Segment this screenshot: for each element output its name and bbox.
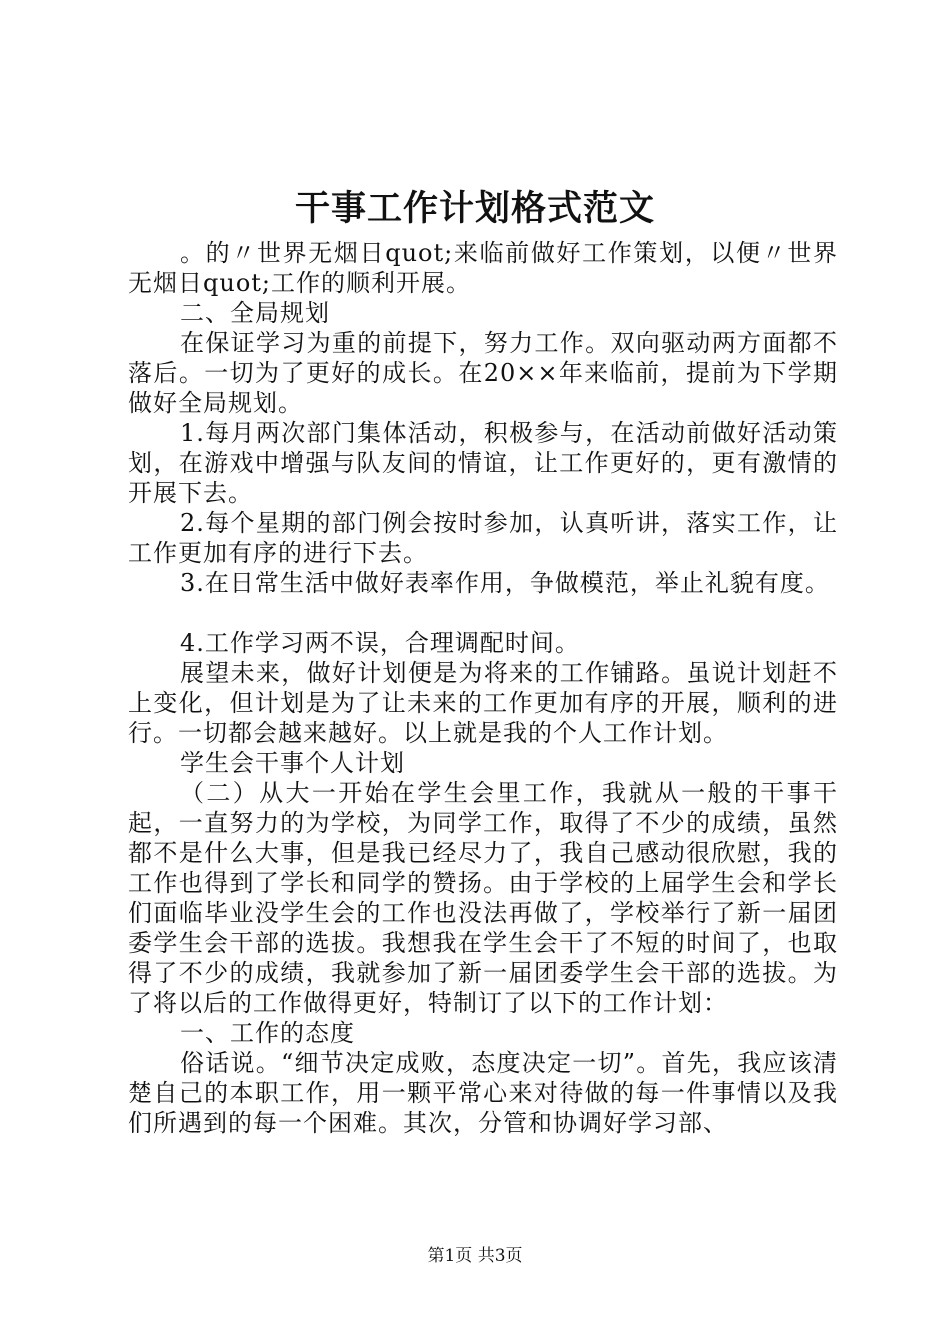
section-heading-attitude: 一、工作的态度 xyxy=(180,1019,355,1047)
list-item-1: 1.每月两次部门集体活动，积极参与，在活动前做好活动策划，在游戏中增强与队友间的情谊，让工作更好的，更有激情的开展下去。 xyxy=(128,419,838,507)
paragraph-spacer xyxy=(128,598,838,628)
paragraph-attitude: 俗话说。“细节决定成败，态度决定一切”。首先，我应该清楚自己的本职工作，用一颗平常心来对待做的每一件事情以及我们所遇到的每一个困难。其次，分管和协调好学习部、 xyxy=(128,1049,838,1137)
paragraph-intro: 。的〃世界无烟日quot;来临前做好工作策划，以便〃世界无烟日quot;工作的顺利开展。 xyxy=(128,239,838,297)
list-item-2: 2.每个星期的部门例会按时参加，认真听讲，落实工作，让工作更加有序的进行下去。 xyxy=(128,509,838,567)
list-item-4: 4.工作学习两不误，合理调配时间。 xyxy=(180,629,580,657)
paragraph-background: （二）从大一开始在学生会里工作，我就从一般的干事干起，一直努力的为学校，为同学工作，取得了不少的成绩，虽然都不是什么大事，但是我已经尽力了，我自己感动很欣慰，我的工作也得到了学长和同学的赞扬。由于学校的上届学生会和学长们面临毕业没学生会的工作也没法再做了，学校举行了新一届团委学生会干部的选拔。我想我在学生会干了不短的时间了，也取得了不少的成绩，我就参加了新一届团委学生会干部的选拔。为了将以后的工作做得更好，特制订了以下的工作计划： xyxy=(128,779,838,1017)
list-item-3: 3.在日常生活中做好表率作用，争做模范，举止礼貌有度。 xyxy=(180,569,830,597)
page-footer: 第1页 共3页 xyxy=(427,1246,523,1266)
paragraph-outlook: 展望未来，做好计划便是为将来的工作铺路。虽说计划赶不上变化，但计划是为了让未来的工作更加有序的开展，顺利的进行。一切都会越来越好。以上就是我的个人工作计划。 xyxy=(128,659,838,747)
section-heading-personal-plan: 学生会干事个人计划 xyxy=(180,749,405,777)
document-title: 干事工作计划格式范文 xyxy=(294,188,655,229)
paragraph-overall-plan: 在保证学习为重的前提下，努力工作。双向驱动两方面都不落后。一切为了更好的成长。在20××年来临前，提前为下学期做好全局规划。 xyxy=(128,329,838,417)
section-heading-overall-plan: 二、全局规划 xyxy=(180,299,330,327)
document-body xyxy=(128,238,838,1138)
